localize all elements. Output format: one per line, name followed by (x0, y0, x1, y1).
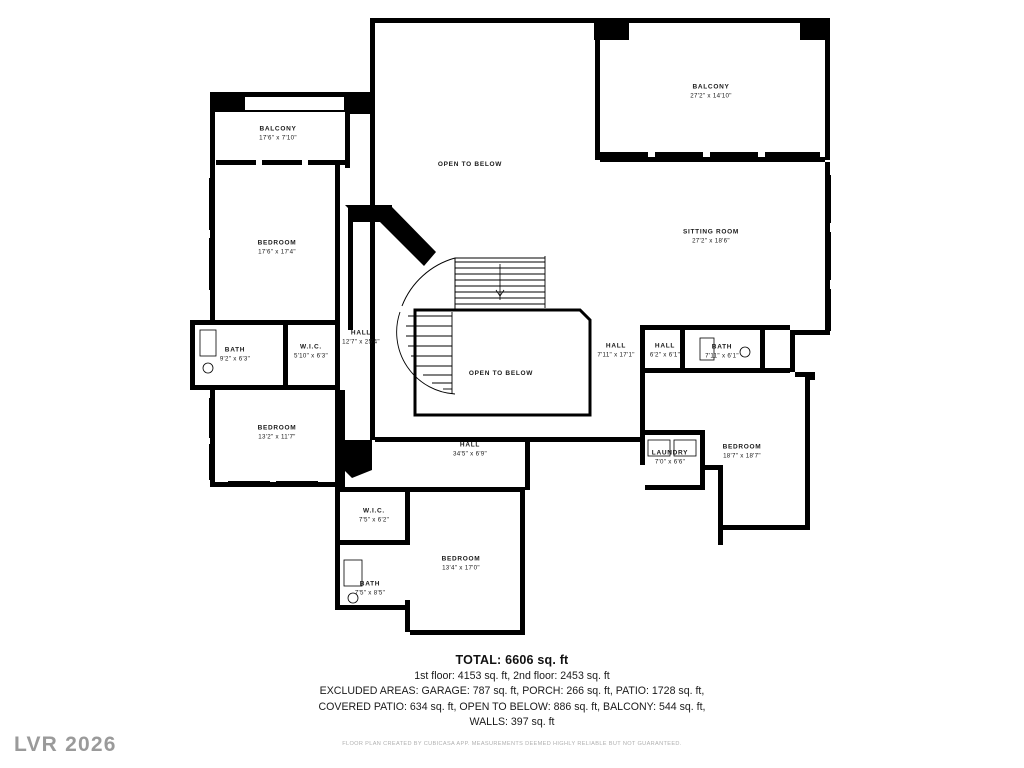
room-dimensions: 7'11" x 6'1" (705, 352, 739, 360)
room-dimensions: 5'10" x 6'3" (293, 352, 329, 360)
walls-area: WALLS: 397 sq. ft (469, 716, 555, 729)
room-dimensions: 27'2" x 18'6" (692, 237, 730, 245)
excluded-areas-line-1: EXCLUDED AREAS: GARAGE: 787 sq. ft, PORCH: 266 sq. ft, PATIO: 1728 sq. ft, (319, 685, 705, 698)
room-name: BEDROOM (722, 443, 762, 451)
room-dimensions: 7'5" x 8'5" (354, 589, 386, 597)
room-name: HALL (459, 441, 481, 449)
room-name: BEDROOM (257, 239, 297, 247)
room-name: OPEN TO BELOW (468, 369, 534, 377)
room-dimensions: 13'4" x 17'0" (442, 564, 480, 572)
room-dimensions: 13'2" x 11'7" (258, 433, 296, 441)
credit-note: FLOOR PLAN CREATED BY CUBICASA APP. MEASUREMENTS DEEMED HIGHLY RELIABLE BUT NOT GUARANTEED. (342, 741, 682, 747)
room-dimensions: 12'7" x 25'4" (342, 338, 380, 346)
room-name: BALCONY (692, 83, 730, 91)
room-dimensions: 17'6" x 17'4" (258, 248, 296, 256)
floor-plan-walls (190, 18, 831, 635)
room-dimensions: 18'7" x 18'7" (723, 452, 761, 460)
room-name: BEDROOM (441, 555, 481, 563)
room-name: BALCONY (259, 125, 297, 133)
room-dimensions: 7'11" x 17'1" (597, 351, 635, 359)
room-dimensions: 34'5" x 6'9" (452, 450, 488, 458)
room-name: SITTING ROOM (682, 228, 740, 236)
watermark: LVR 2026 (14, 733, 117, 756)
room-name: HALL (350, 329, 372, 337)
room-name: BATH (359, 580, 381, 588)
room-dimensions: 6'2" x 6'1" (649, 351, 681, 359)
room-dimensions: 7'5" x 6'2" (358, 516, 390, 524)
floor-breakdown: 1st floor: 4153 sq. ft, 2nd floor: 2453 sq. ft (414, 670, 610, 682)
room-name: W.I.C. (300, 343, 322, 351)
room-name: OPEN TO BELOW (437, 160, 503, 168)
room-name: HALL (654, 342, 676, 350)
room-name: BATH (224, 346, 246, 354)
excluded-areas-line-2: COVERED PATIO: 634 sq. ft, OPEN TO BELOW: 886 sq. ft, BALCONY: 544 sq. ft, (318, 700, 706, 713)
room-dimensions: 27'2" x 14'10" (690, 92, 732, 100)
total-area: TOTAL: 6606 sq. ft (455, 653, 569, 667)
room-name: HALL (605, 342, 627, 350)
room-name: BEDROOM (257, 424, 297, 432)
room-name: LAUNDRY (651, 449, 689, 457)
room-name: W.I.C. (363, 507, 385, 515)
room-dimensions: 7'0" x 6'6" (654, 458, 686, 466)
room-dimensions: 17'6" x 7'10" (259, 134, 297, 142)
area-summary (0, 653, 1024, 730)
room-name: BATH (711, 343, 733, 351)
room-dimensions: 9'2" x 6'3" (219, 355, 251, 363)
